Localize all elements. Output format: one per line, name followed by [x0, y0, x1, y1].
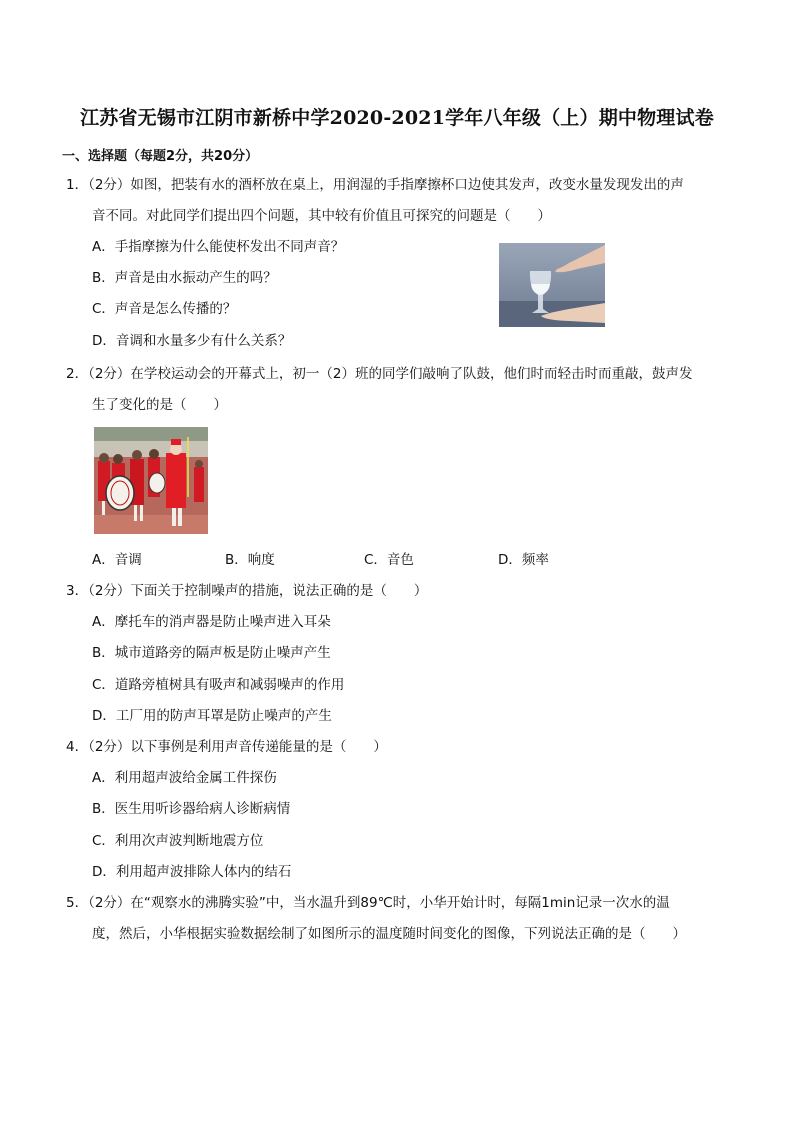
question-4-option-b: B．医生用听诊器给病人诊断病情	[92, 801, 291, 817]
question-3-option-b: B．城市道路旁的隔声板是防止噪声产生	[92, 645, 331, 661]
question-4-option-a: A．利用超声波给金属工件探伤	[92, 770, 277, 786]
question-4-option-d: D．利用超声波排除人体内的结石	[92, 864, 292, 880]
question-3-option-c: C．道路旁植树具有吸声和减弱噪声的作用	[92, 677, 345, 693]
question-4-line-1: 4．（2分）以下事例是利用声音传递能量的是（ ）	[66, 739, 387, 755]
question-1-option-a: A．手指摩擦为什么能使杯发出不同声音？	[92, 239, 345, 255]
question-2-option-b: B．响度	[225, 552, 275, 568]
question-1-option-b: B．声音是由水振动产生的吗？	[92, 270, 277, 286]
question-2-line-2: 生了变化的是（ ）	[92, 397, 227, 413]
question-1-option-d: D．音调和水量多少有什么关系？	[92, 333, 292, 349]
wine-glass-photo	[499, 243, 605, 327]
section-title: 一、选择题（每题2分，共20分）	[62, 149, 259, 164]
question-4-option-c: C．利用次声波判断地震方位	[92, 833, 264, 849]
page-title: 江苏省无锡市江阴市新桥中学2020-2021学年八年级（上）期中物理试卷	[80, 107, 714, 129]
drum-band-photo	[94, 427, 208, 534]
question-5-line-2: 度，然后，小华根据实验数据绘制了如图所示的温度随时间变化的图像，下列说法正确的是（ ）	[92, 926, 686, 942]
question-5-line-1: 5．（2分）在“观察水的沸腾实验”中，当水温升到89℃时，小华开始计时，每隔1min记录一次水的温	[66, 895, 670, 911]
question-3-option-d: D．工厂用的防声耳罩是防止噪声的产生	[92, 708, 332, 724]
question-1-line-2: 音不同。对此同学们提出四个问题，其中较有价值且可探究的问题是（ ）	[92, 208, 551, 224]
question-2-option-a: A．音调	[92, 552, 142, 568]
question-3-line-1: 3．（2分）下面关于控制噪声的措施，说法正确的是（ ）	[66, 583, 428, 599]
question-2-option-d: D．频率	[498, 552, 549, 568]
question-2-option-c: C．音色	[364, 552, 414, 568]
question-1-option-c: C．声音是怎么传播的？	[92, 301, 237, 317]
question-1-line-1: 1．（2分）如图，把装有水的酒杯放在桌上，用润湿的手指摩擦杯口边使其发声，改变水量发现发出的声	[66, 177, 684, 193]
question-3-option-a: A．摩托车的消声器是防止噪声进入耳朵	[92, 614, 331, 630]
question-2-line-1: 2．（2分）在学校运动会的开幕式上，初一（2）班的同学们敲响了队鼓，他们时而轻击时而重敲，鼓声发	[66, 366, 693, 382]
